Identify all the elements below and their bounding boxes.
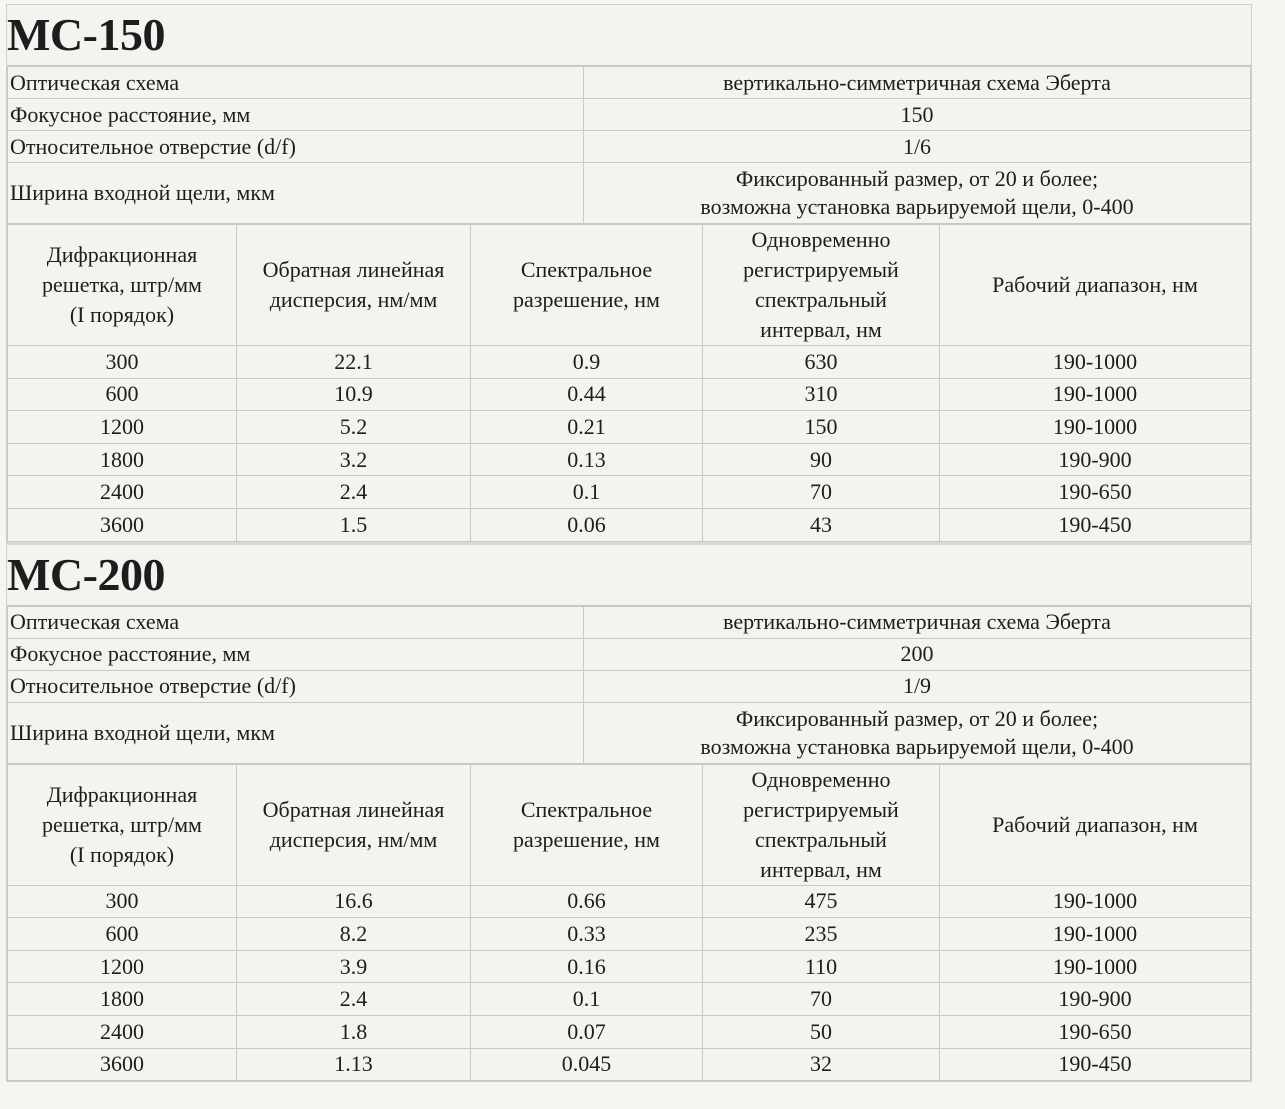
cell-resolution: 0.1 bbox=[471, 476, 703, 509]
spec-value bbox=[584, 702, 1251, 763]
column-header-dispersion: Обратная линейная дисперсия, нм/мм bbox=[237, 764, 471, 885]
cell-grating: 3600 bbox=[8, 1048, 237, 1081]
cell-dispersion: 1.5 bbox=[237, 508, 471, 541]
table-row bbox=[8, 918, 1251, 951]
cell-range: 190-650 bbox=[940, 1015, 1251, 1048]
cell-grating: 600 bbox=[8, 378, 237, 411]
spec-value-text: Фиксированный размер, от 20 и более; возможна установка варьируемой щели, 0-400 bbox=[700, 166, 1134, 219]
column-header-resolution: Спектральное разрешение, нм bbox=[471, 764, 703, 885]
cell-grating: 2400 bbox=[8, 1015, 237, 1048]
spec-label: Фокусное расстояние, мм bbox=[8, 638, 584, 670]
cell-interval: 50 bbox=[703, 1015, 940, 1048]
spec-sheet bbox=[6, 4, 1252, 1082]
cell-interval: 630 bbox=[703, 346, 940, 379]
cell-range: 190-900 bbox=[940, 983, 1251, 1016]
spec-label: Ширина входной щели, мкм bbox=[8, 702, 584, 763]
table-row bbox=[8, 443, 1251, 476]
cell-dispersion: 22.1 bbox=[237, 346, 471, 379]
cell-range: 190-1000 bbox=[940, 918, 1251, 951]
cell-grating: 3600 bbox=[8, 508, 237, 541]
cell-grating: 1800 bbox=[8, 983, 237, 1016]
grating-header-row bbox=[8, 225, 1251, 346]
specs-table bbox=[7, 606, 1251, 764]
table-row bbox=[8, 950, 1251, 983]
spec-label: Ширина входной щели, мкм bbox=[8, 163, 584, 224]
spec-row bbox=[8, 638, 1251, 670]
spec-value: 150 bbox=[584, 99, 1251, 131]
spec-label: Относительное отверстие (d/f) bbox=[8, 670, 584, 702]
table-row bbox=[8, 346, 1251, 379]
column-header-range: Рабочий диапазон, нм bbox=[940, 225, 1251, 346]
column-header-interval: Одновременно регистрируемый спектральный интервал, нм bbox=[703, 225, 940, 346]
cell-resolution: 0.1 bbox=[471, 983, 703, 1016]
cell-resolution: 0.07 bbox=[471, 1015, 703, 1048]
spec-label: Оптическая схема bbox=[8, 67, 584, 99]
cell-grating: 300 bbox=[8, 346, 237, 379]
cell-resolution: 0.16 bbox=[471, 950, 703, 983]
cell-interval: 70 bbox=[703, 476, 940, 509]
spec-value: вертикально-симметричная схема Эберта bbox=[584, 606, 1251, 638]
cell-dispersion: 3.9 bbox=[237, 950, 471, 983]
table-row bbox=[8, 1015, 1251, 1048]
column-header-dispersion: Обратная линейная дисперсия, нм/мм bbox=[237, 225, 471, 346]
cell-range: 190-450 bbox=[940, 508, 1251, 541]
cell-dispersion: 2.4 bbox=[237, 983, 471, 1016]
cell-resolution: 0.13 bbox=[471, 443, 703, 476]
block-title: МС-200 bbox=[7, 545, 1251, 606]
cell-resolution: 0.06 bbox=[471, 508, 703, 541]
spec-row bbox=[8, 606, 1251, 638]
table-row bbox=[8, 378, 1251, 411]
column-header-interval: Одновременно регистрируемый спектральный интервал, нм bbox=[703, 764, 940, 885]
block-title: МС-150 bbox=[7, 5, 1251, 66]
grating-header-row bbox=[8, 764, 1251, 885]
column-header-range: Рабочий диапазон, нм bbox=[940, 764, 1251, 885]
spec-value-text: Фиксированный размер, от 20 и более; возможна установка варьируемой щели, 0-400 bbox=[700, 705, 1134, 759]
table-row bbox=[8, 885, 1251, 918]
cell-dispersion: 16.6 bbox=[237, 885, 471, 918]
cell-grating: 300 bbox=[8, 885, 237, 918]
cell-resolution: 0.045 bbox=[471, 1048, 703, 1081]
cell-interval: 150 bbox=[703, 411, 940, 444]
table-row bbox=[8, 508, 1251, 541]
spec-value bbox=[584, 163, 1251, 224]
table-row bbox=[8, 1048, 1251, 1081]
cell-interval: 70 bbox=[703, 983, 940, 1016]
grating-table bbox=[7, 764, 1251, 1082]
spec-row bbox=[8, 67, 1251, 99]
cell-range: 190-1000 bbox=[940, 950, 1251, 983]
cell-range: 190-450 bbox=[940, 1048, 1251, 1081]
cell-dispersion: 5.2 bbox=[237, 411, 471, 444]
column-header-grating: Дифракционная решетка, штр/мм (I порядок) bbox=[8, 225, 237, 346]
cell-resolution: 0.44 bbox=[471, 378, 703, 411]
table-row bbox=[8, 983, 1251, 1016]
cell-interval: 110 bbox=[703, 950, 940, 983]
table-row bbox=[8, 476, 1251, 509]
spec-value: 1/6 bbox=[584, 131, 1251, 163]
spec-value: 1/9 bbox=[584, 670, 1251, 702]
cell-dispersion: 1.8 bbox=[237, 1015, 471, 1048]
cell-range: 190-1000 bbox=[940, 411, 1251, 444]
spectrograph-block-ms150 bbox=[7, 5, 1251, 542]
cell-dispersion: 2.4 bbox=[237, 476, 471, 509]
grating-table bbox=[7, 224, 1251, 542]
cell-range: 190-650 bbox=[940, 476, 1251, 509]
cell-resolution: 0.66 bbox=[471, 885, 703, 918]
cell-dispersion: 8.2 bbox=[237, 918, 471, 951]
cell-interval: 90 bbox=[703, 443, 940, 476]
cell-grating: 600 bbox=[8, 918, 237, 951]
spec-row bbox=[8, 163, 1251, 224]
spectrograph-block-ms200 bbox=[7, 542, 1251, 1082]
column-header-grating: Дифракционная решетка, штр/мм (I порядок) bbox=[8, 764, 237, 885]
spec-label: Фокусное расстояние, мм bbox=[8, 99, 584, 131]
cell-grating: 1200 bbox=[8, 411, 237, 444]
spec-value: вертикально-симметричная схема Эберта bbox=[584, 67, 1251, 99]
spec-value: 200 bbox=[584, 638, 1251, 670]
spec-label: Оптическая схема bbox=[8, 606, 584, 638]
cell-interval: 475 bbox=[703, 885, 940, 918]
cell-grating: 1200 bbox=[8, 950, 237, 983]
cell-range: 190-1000 bbox=[940, 346, 1251, 379]
cell-dispersion: 10.9 bbox=[237, 378, 471, 411]
spec-row bbox=[8, 702, 1251, 763]
cell-resolution: 0.21 bbox=[471, 411, 703, 444]
cell-interval: 235 bbox=[703, 918, 940, 951]
cell-grating: 2400 bbox=[8, 476, 237, 509]
cell-grating: 1800 bbox=[8, 443, 237, 476]
cell-interval: 310 bbox=[703, 378, 940, 411]
spec-row bbox=[8, 670, 1251, 702]
cell-range: 190-1000 bbox=[940, 885, 1251, 918]
spec-row bbox=[8, 131, 1251, 163]
cell-interval: 43 bbox=[703, 508, 940, 541]
cell-resolution: 0.9 bbox=[471, 346, 703, 379]
column-header-resolution: Спектральное разрешение, нм bbox=[471, 225, 703, 346]
spec-row bbox=[8, 99, 1251, 131]
cell-dispersion: 3.2 bbox=[237, 443, 471, 476]
cell-interval: 32 bbox=[703, 1048, 940, 1081]
spec-label: Относительное отверстие (d/f) bbox=[8, 131, 584, 163]
cell-resolution: 0.33 bbox=[471, 918, 703, 951]
cell-range: 190-900 bbox=[940, 443, 1251, 476]
specs-table bbox=[7, 66, 1251, 224]
table-row bbox=[8, 411, 1251, 444]
cell-dispersion: 1.13 bbox=[237, 1048, 471, 1081]
cell-range: 190-1000 bbox=[940, 378, 1251, 411]
